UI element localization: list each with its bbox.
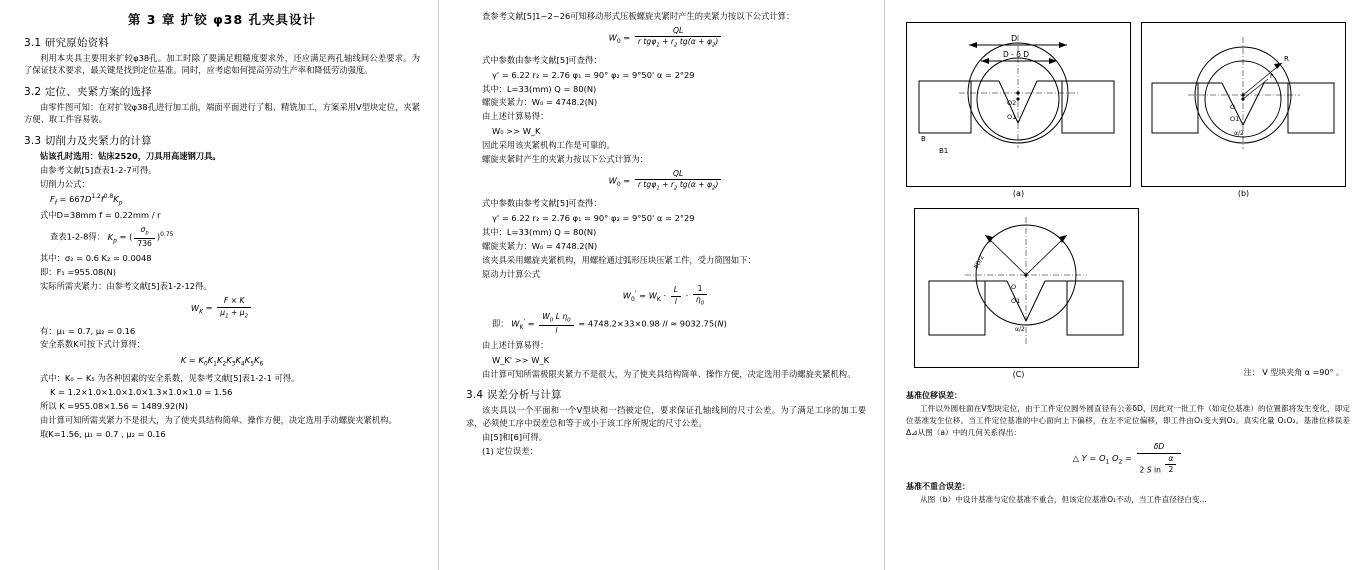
paragraph-3-4-2: 由[5]和[6]可得。 xyxy=(482,431,547,442)
formula-params-values-2: γ' = 6.22 r₂ = 2.76 φ₁ = 90° φ₂ = 9°50' α = 2°29 xyxy=(492,212,695,223)
svg-text:O1: O1 xyxy=(1230,115,1240,123)
figure-b-svg xyxy=(1142,23,1345,186)
section-heading-3-4: 3.4 误差分析与计算 xyxy=(466,389,562,402)
formula-W0-gt-WK-1: W₀ >> W_K xyxy=(492,125,541,136)
formula-W0-1: $W_0$ = $\frac{QL}{r tg\varphi_1 + r_2 tg(\alpha + \varphi_2)}$ xyxy=(466,26,866,50)
formula-K-numeric: K = 1.2×1.0×1.0×1.0×1.3×1.0×1.0 = 1.56 xyxy=(50,386,233,397)
formula-WK-gt-WK: W_K' >> W_K xyxy=(492,354,550,365)
paragraph-params-1: 式中参数由参考文献[5]可查得： xyxy=(482,55,602,66)
figure-row-top xyxy=(906,22,1350,198)
formula-params-values-1: γ' = 6.22 r₂ = 2.76 φ₁ = 90° φ₂ = 9°50' α = 2°29 xyxy=(492,69,695,80)
paragraph-W0-result-1: 螺旋夹紧力：W₀ = 4748.2(N) xyxy=(482,97,598,108)
label-cutting-force-formula: 切削力公式： xyxy=(40,178,90,189)
figure-c-caption: (C) xyxy=(1012,370,1025,379)
heading-datum-mismatch-error: 基准不重合误差： xyxy=(906,482,970,492)
section-heading-3-1: 3.1 研究原始资料 xyxy=(24,37,110,49)
paragraph-L-Q-1: 其中：L=33(mm) Q = 80(N) xyxy=(482,83,597,94)
svg-text:O: O xyxy=(1230,103,1236,111)
paragraph-screw-clamp: 螺旋夹紧时产生的夹紧力按以下公式计算为： xyxy=(482,153,648,164)
svg-text:O2: O2 xyxy=(1007,99,1017,107)
formula-cutting-force: $F_f = 667D^{1.2}f^{0.8}K_p$ xyxy=(50,193,123,207)
paragraph-Ff-result: 即：F₁ =955.08(N) xyxy=(40,267,116,277)
paragraph-sigma-values: 其中：σ₂ = 0.6 K₂ = 0.0048 xyxy=(40,253,152,264)
svg-text:α/2: α/2 xyxy=(1234,130,1244,137)
svg-text:D: D xyxy=(1011,34,1018,43)
svg-text:α/2: α/2 xyxy=(1015,326,1025,333)
paragraph-params-2: 式中参数由参考文献[5]可查得： xyxy=(482,198,602,209)
paragraph-datum-shift-error: 工件以外圆柱面在V型块定位，由于工件定位圆外圆直径有公差δD，因此对一批工件（如定位基准）的位置都将发生变化，即定位基准发生位移。当工件定位基准的中心面向上下偏移，在左不定位偏移，即工件由O₁变大到O₂。真实化量 O₁O₂。基准位移误差Δ⊿从图（a）中的几何关系得出： xyxy=(906,404,1350,437)
paragraph-derive-1: 由上述计算易得： xyxy=(482,111,549,122)
paragraph-K-mu-final: 取K=1.56, μ₁ = 0.7 , μ₂ = 0.16 xyxy=(40,428,166,439)
paragraph-mechanism-desc: 该夹具采用螺旋夹紧机构，用螺栓通过弧形压块压紧工件，受力简图如下： xyxy=(482,254,756,265)
paragraph-D-f-values: 式中D=38mm f = 0.22mm / r xyxy=(40,210,161,221)
paragraph-L-Q-2: 其中：L=33(mm) Q = 80(N) xyxy=(482,226,597,237)
section-heading-3-2: 3.2 定位、夹紧方案的选择 xyxy=(24,85,152,98)
label-table-1-2-8: 查表1-2-8得： xyxy=(50,231,106,242)
formula-WK: $W_K$ = $\frac{F \times K}{\mu_1 + \mu_2}$ xyxy=(24,296,420,320)
paragraph-3-3-tool: 钻该孔时选用：钻床2520，刀具用高速钢刀具。 xyxy=(40,150,221,161)
paragraph-actual-clamp-force: 实际所需夹紧力：由参考文献[5]表1-2-12得。 xyxy=(40,280,212,291)
figure-b xyxy=(1141,22,1346,187)
paragraph-datum-mismatch-error: 从图（b）中设计基准与定位基准不重合，但该定位基准O₁不动，当工件直径径白变... xyxy=(920,495,1207,505)
figure-column-text xyxy=(906,390,1350,506)
svg-text:D - δ D: D - δ D xyxy=(1003,50,1029,59)
paragraph-clamp-conclusion: 由计算可知所需夹紧力不是很大，为了使夹具结构简单、操作方便，决定选用手动螺旋夹紧机构。 xyxy=(40,414,397,425)
figure-a-caption: (a) xyxy=(1012,189,1025,198)
formula-WK-numeric: 即： $W_K'$ = $\frac{W_0 L \eta_0}{l}$ = 4748.2×33×0.98 /l ≈ 9032.75(N) xyxy=(492,312,727,336)
figure-column-3 xyxy=(888,0,1364,570)
figure-a xyxy=(906,22,1131,187)
formula-delta-Y: △ $Y = O_1$ $O_2$ = δD 2 S in $\frac{\alpha}{2}$ xyxy=(906,442,1350,475)
paragraph-3-1-1: 利用本夹具主要用来扩较φ38孔。加工时除了要满足粗糙度要求外，还应满足两孔轴线间公差要求。为了保证技术要求，最关键是找到定位基准。同时，应考虑如何提高劳动生产率和降低劳动强度。 xyxy=(24,53,420,76)
formula-WK-prime: $W_0' = W_K$ · $\frac{L}{l}$ · $\frac{1}{\eta_0}$ xyxy=(466,284,866,308)
paragraph-3-4-3: (1) 定位误差： xyxy=(482,445,538,456)
paragraph-3-3-ref: 由参考文献[5]查表1-2-7可得。 xyxy=(40,164,157,175)
paragraph-3-2-1: 由零件图可知：在对扩铰φ38孔进行加工前，端面平面进行了粗、精铣加工，方案采用V型块定位，夹紧方便、取工件容易装。 xyxy=(24,101,420,125)
page-title: 第 3 章 扩铰 φ38 孔夹具设计 xyxy=(127,12,317,27)
section-heading-3-3: 3.3 切削力及夹紧力的计算 xyxy=(24,134,152,147)
figure-b-wrapper xyxy=(1141,22,1346,198)
svg-text:δD/2: δD/2 xyxy=(972,254,986,270)
figure-c-wrapper xyxy=(906,208,1350,379)
svg-text:O: O xyxy=(1011,283,1017,291)
text-column-2 xyxy=(446,0,882,570)
figure-c-svg xyxy=(915,209,1138,367)
formula-Kp: 查表1-2-8得： $K_p$ = ( $\frac{\sigma_b}{736}$ )$^{0.75}$ xyxy=(50,224,174,248)
figure-a-wrapper xyxy=(906,22,1131,198)
svg-text:B: B xyxy=(921,135,926,143)
paragraph-derive-2: 由上述计算易得： xyxy=(482,340,549,351)
heading-datum-shift-error: 基准位移误差： xyxy=(906,391,962,400)
svg-text:R: R xyxy=(1284,55,1289,63)
paragraph-conclusion-2: 由计算可知所需极限夹紧力不是很大，为了使夹具结构简单、操作方便，决定选用手动螺旋夹紧机构。 xyxy=(482,368,856,379)
paragraph-reliable: 因此采用该夹紧机构工作是可靠的。 xyxy=(482,139,615,150)
figure-c xyxy=(914,208,1139,368)
figure-b-caption: (b) xyxy=(1237,189,1250,198)
svg-text:r: r xyxy=(1270,72,1273,80)
paragraph-W0-result-2: 螺旋夹紧力：W₀ = 4748.2(N) xyxy=(482,240,598,251)
paragraph-K-result: 所以 K =955.08×1.56 = 1489.92(N) xyxy=(40,400,188,411)
svg-text:O1: O1 xyxy=(1007,113,1017,121)
paragraph-ref-5-1-26: 查参考文献[5]1~2~26可知移动形式压板螺旋夹紧时产生的夹紧力按以下公式计算： xyxy=(482,10,795,21)
column-separator-2 xyxy=(884,0,885,570)
paragraph-mu-values: 有：μ₁ = 0.7, μ₂ = 0.16 xyxy=(40,325,136,336)
formula-W0-2: $W_0$ = $\frac{QL}{r tg\varphi_1 + r_2 tg(\alpha + \varphi_2)}$ xyxy=(466,169,866,193)
label-ji: 即： xyxy=(492,318,509,329)
paragraph-safety-factor: 安全系数K可按下式计算得： xyxy=(40,339,146,350)
formula-K-product: $K = K_0K_1K_2K_3K_4K_5K_6$ xyxy=(180,354,264,368)
column-separator-1 xyxy=(438,0,439,570)
paragraph-3-4-1: 该夹具以一个平面和一个V型块和一挡被定位，要求保证孔轴线间的尺寸公差。为了满足工序的加工要求，必须使工序中误差总和等于或小于该工序所规定的尺寸公差。 xyxy=(466,405,866,428)
figure-a-svg xyxy=(907,23,1130,186)
paragraph-K-explanation: 式中：K₀ ~ K₅ 为各种因素的安全系数，见参考文献[5]表1-2-1 可得。 xyxy=(40,372,300,383)
text-column-1 xyxy=(0,0,436,570)
svg-text:B1: B1 xyxy=(939,147,949,155)
figure-note: 注： V 型块夹角 α =90° 。 xyxy=(1243,368,1344,377)
svg-text:O1: O1 xyxy=(1011,297,1021,305)
label-driving-force-formula: 原动力计算公式 xyxy=(482,268,541,279)
